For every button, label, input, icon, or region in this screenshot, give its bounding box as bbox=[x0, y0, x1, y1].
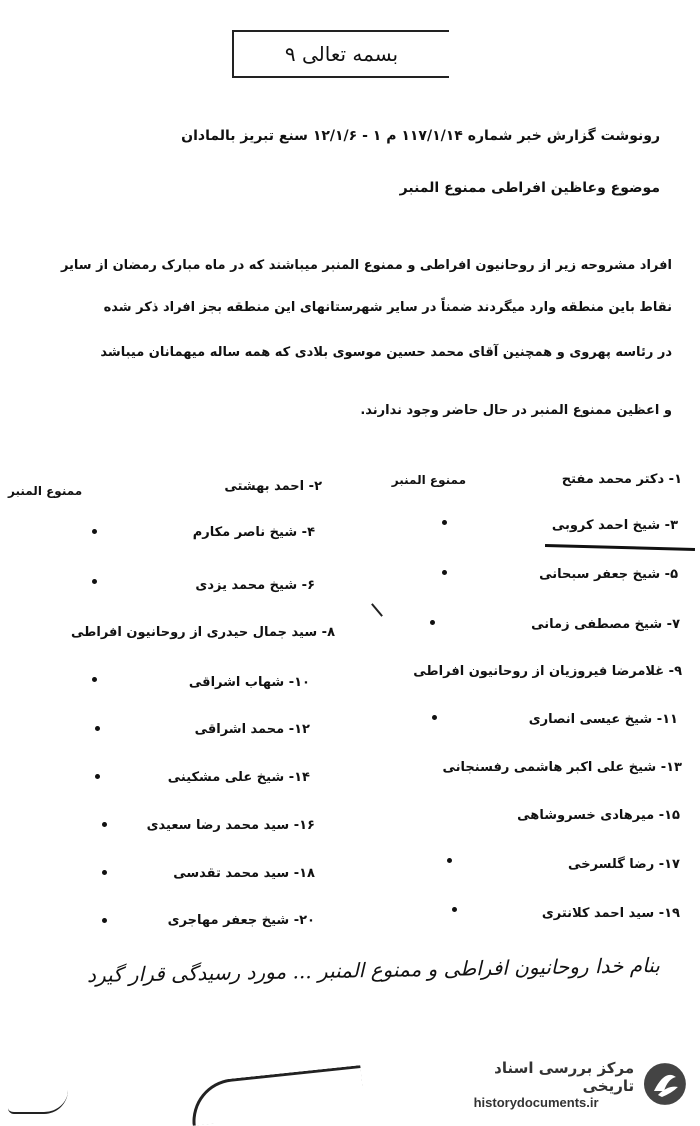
paragraph-line-2: نقاط باین منطقه وارد میگردند ضمناً در سایر شهرستانهای این منطقه بجز افراد ذکر شده bbox=[103, 300, 672, 315]
left-list-item: ۱۰- شهاب اشراقی bbox=[188, 675, 310, 690]
right-list-item: ۱۳- شیخ علی اکبر هاشمی رفسنجانی bbox=[442, 760, 682, 775]
handwritten-note: بنام خدا روحانیون افراطی و ممنوع المنبر ... مورد رسیدگی قرار گیرد bbox=[87, 953, 661, 987]
left-list-item: ۶- شیخ محمد یزدی bbox=[195, 578, 315, 593]
bullet-dot bbox=[442, 570, 447, 575]
bullet-dot bbox=[92, 677, 97, 682]
right-column-header: ممنوع المنبر bbox=[391, 473, 466, 487]
bullet-dot bbox=[432, 715, 437, 720]
paragraph-line-3: در رئاسه پهروی و همچنین آقای محمد حسین موسوی بلادی که همه ساله میهمانان میباشد bbox=[100, 345, 672, 360]
left-list-item: ۱۶- سید محمد رضا سعیدی bbox=[146, 818, 315, 833]
watermark-logo bbox=[438, 1058, 688, 1110]
right-list-item: ۳- شیخ احمد کروبی bbox=[551, 518, 678, 533]
document-stamp: بسمه تعالی ۹ bbox=[232, 30, 449, 78]
left-list-item: ۴- شیخ ناصر مکارم bbox=[192, 525, 315, 540]
signature-mark bbox=[8, 1090, 68, 1114]
handwritten-underline bbox=[545, 544, 695, 551]
left-column-header: ممنوع المنبر bbox=[8, 484, 83, 498]
bullet-dot bbox=[442, 520, 447, 525]
right-list-item: ۵- شیخ جعفر سبحانی bbox=[539, 567, 678, 582]
bullet-dot bbox=[102, 822, 107, 827]
logo-url: historydocuments.ir bbox=[473, 1094, 599, 1110]
left-list-item: ۱۸- سید محمد تقدسی bbox=[173, 866, 315, 881]
subject-line: موضوع وعاظین افراطی ممنوع المنبر bbox=[399, 180, 660, 196]
signature-mark bbox=[188, 1065, 365, 1126]
right-list-item: ۱- دکتر محمد مفتح bbox=[561, 472, 682, 487]
left-list-item: ۸- سید جمال حیدری از روحانیون افراطی bbox=[70, 625, 335, 640]
stray-pen-mark bbox=[371, 603, 383, 617]
bullet-dot bbox=[447, 858, 452, 863]
bullet-dot bbox=[95, 774, 100, 779]
right-list-item: ۹- غلامرضا فیروزیان از روحانیون افراطی bbox=[413, 664, 682, 679]
bullet-dot bbox=[452, 907, 457, 912]
bullet-dot bbox=[92, 579, 97, 584]
header-line-1: رونوشت گزارش خبر شماره ۱۱۷/۱/۱۴ م ۱ - ۱۲/۱/۶ سنع تبریز بالمادان bbox=[181, 128, 660, 144]
right-list-item: ۷- شیخ مصطفی زمانی bbox=[531, 617, 680, 632]
logo-title: مرکز بررسی اسناد تاریخی bbox=[494, 1058, 635, 1095]
left-list-item: ۱۴- شیخ علی مشکینی bbox=[167, 770, 310, 785]
right-list-item: ۱۱- شیخ عیسی انصاری bbox=[528, 712, 678, 727]
archive-logo-icon bbox=[642, 1061, 688, 1107]
bullet-dot bbox=[95, 726, 100, 731]
bullet-dot bbox=[92, 529, 97, 534]
left-list-item: ۲- احمد بهشتی bbox=[224, 479, 322, 494]
bullet-dot bbox=[102, 870, 107, 875]
right-list-item: ۱۹- سید احمد کلانتری bbox=[541, 906, 680, 921]
right-list-item: ۱۵- میرهادی خسروشاهی bbox=[517, 808, 680, 823]
left-list-item: ۲۰- شیخ جعفر مهاجری bbox=[167, 913, 315, 928]
right-list-item: ۱۷- رضا گلسرخی bbox=[568, 857, 680, 872]
paragraph-line-4: و اعظین ممنوع المنبر در حال حاضر وجود ندارند. bbox=[360, 403, 672, 418]
bullet-dot bbox=[102, 918, 107, 923]
bullet-dot bbox=[430, 620, 435, 625]
left-list-item: ۱۲- محمد اشراقی bbox=[194, 722, 310, 737]
paragraph-line-1: افراد مشروحه زیر از روحانیون افراطی و ممنوع المنبر میباشند که در ماه مبارک رمضان از سایر bbox=[60, 258, 672, 273]
